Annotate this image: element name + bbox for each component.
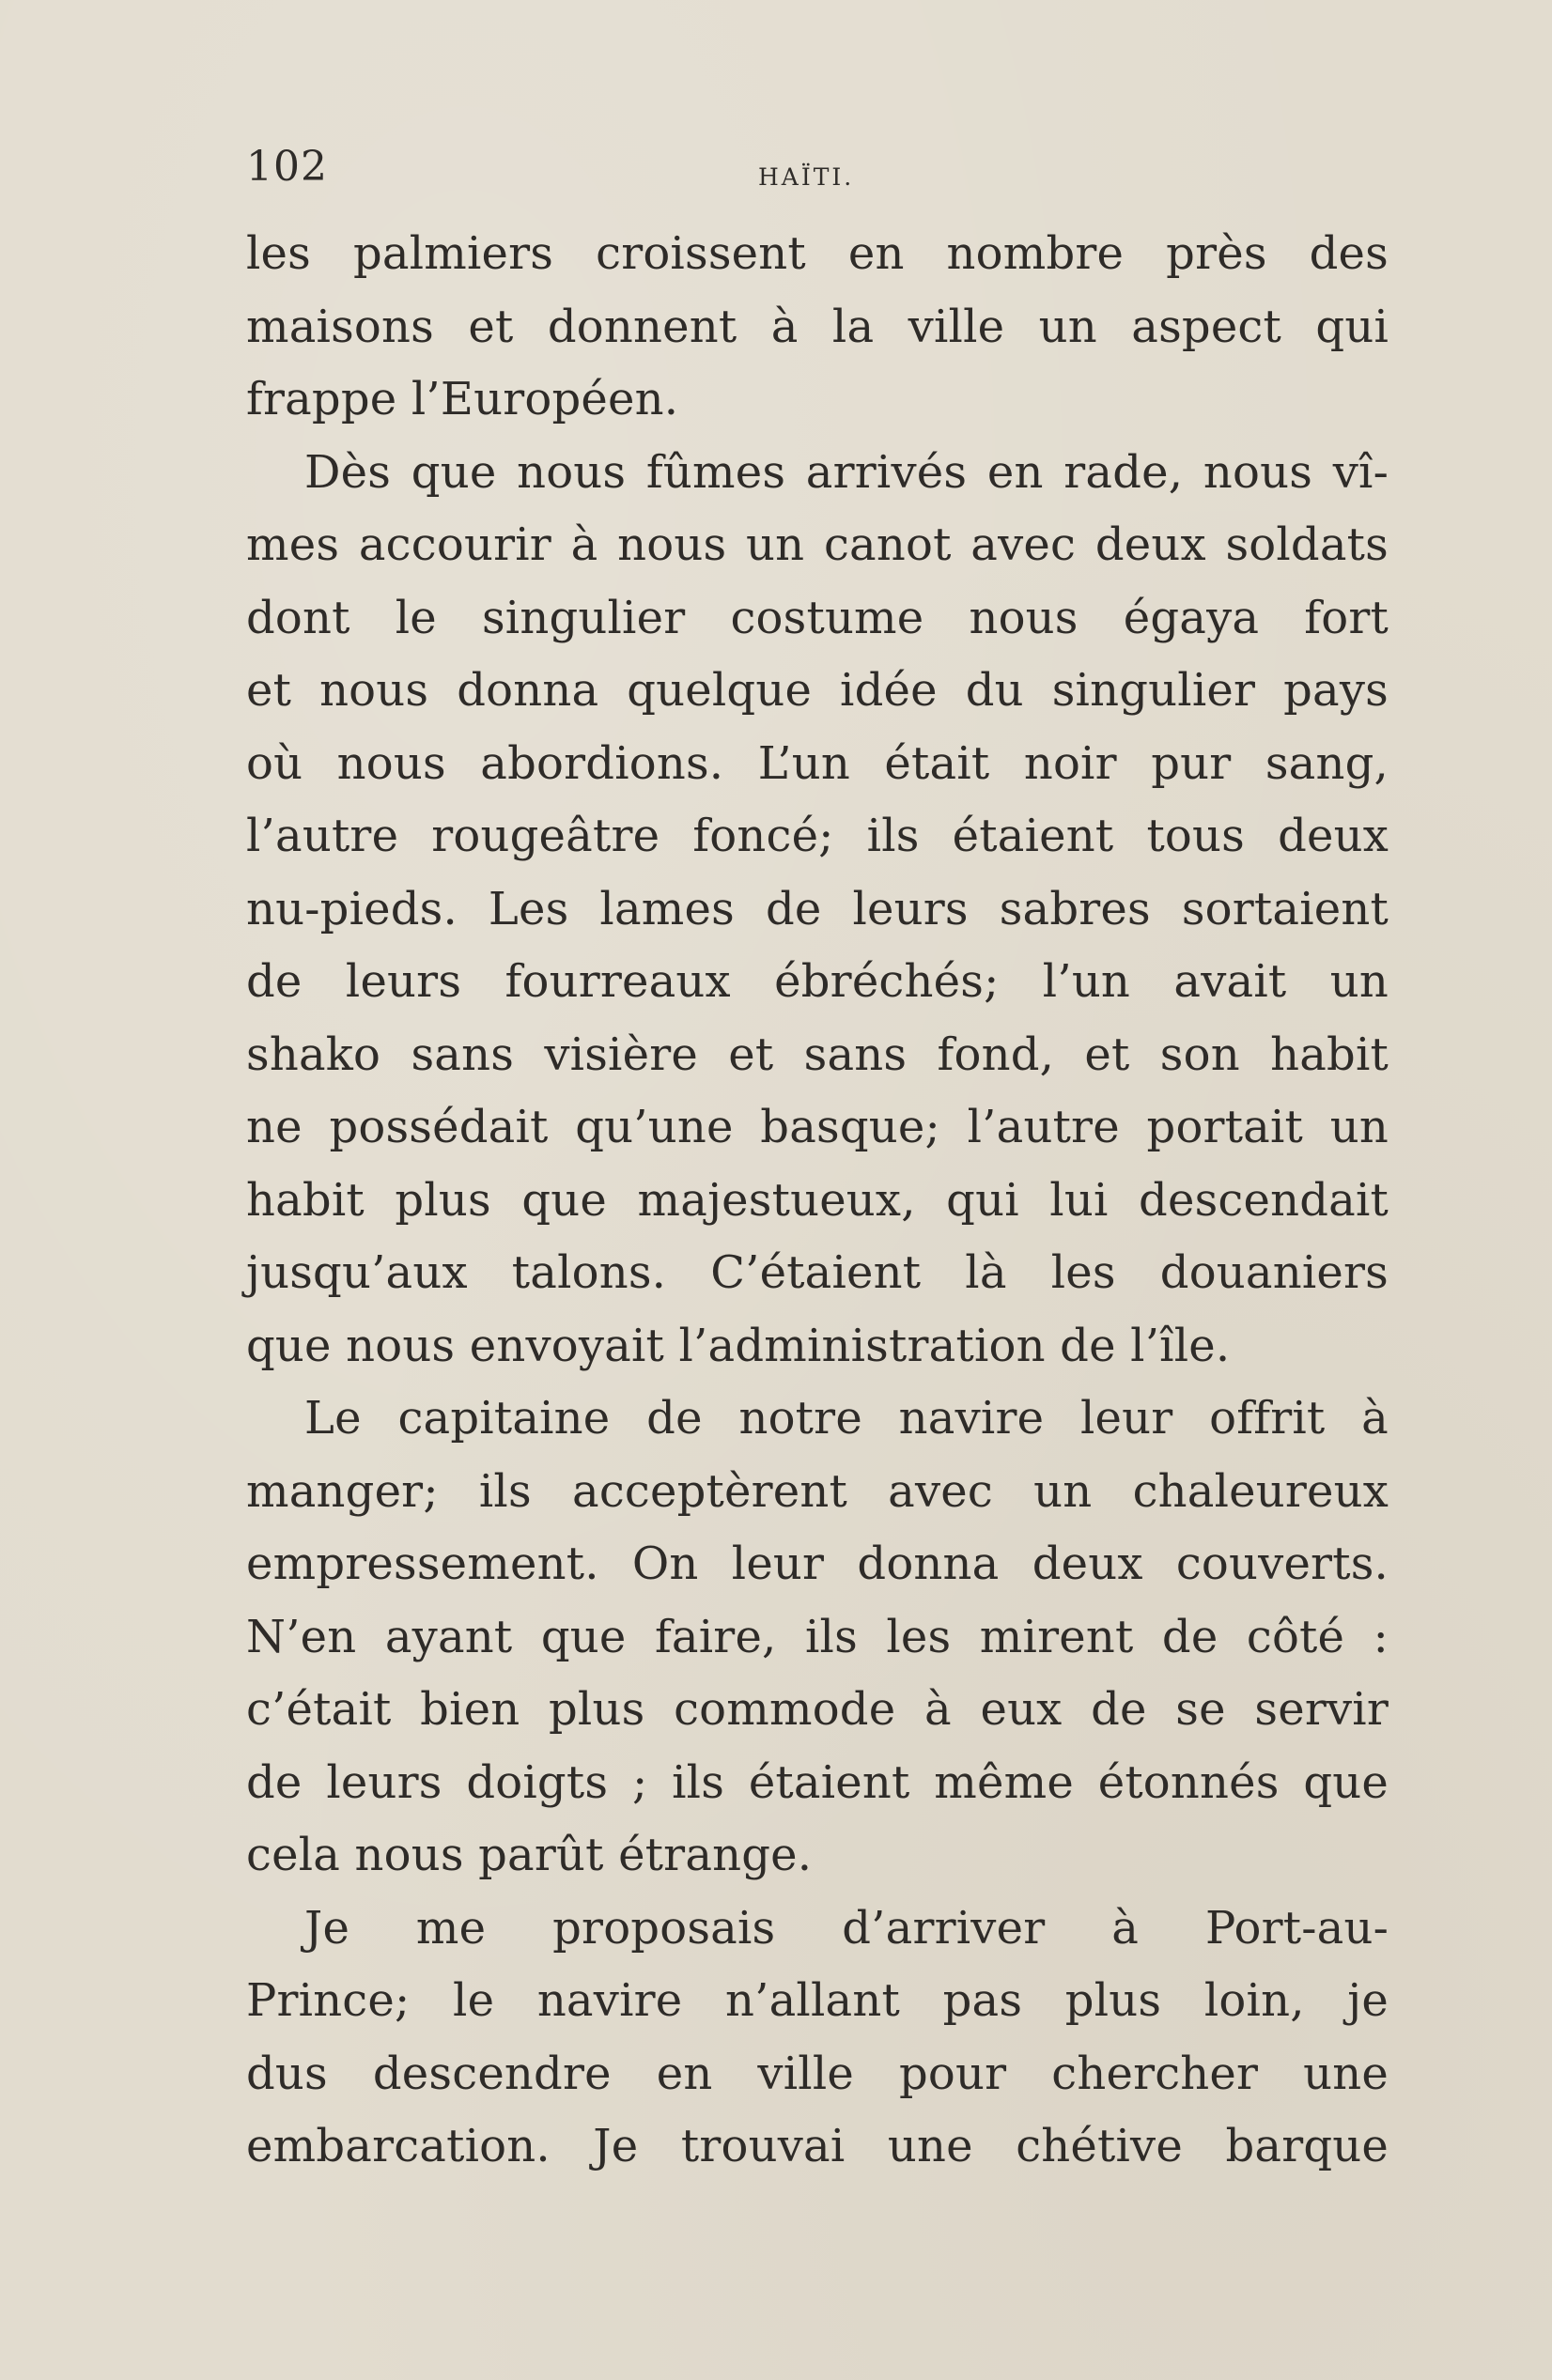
text-line: de leurs doigts ; ils étaient même étonnés que [246, 1755, 1389, 1809]
body-text [246, 218, 1389, 2184]
text-line: ne possédait qu’une basque; l’autre portait un [246, 1101, 1389, 1153]
text-line: dus descendre en ville pour chercher une [246, 2047, 1389, 2100]
text-line: l’autre rougeâtre foncé; ils étaient tous deux [246, 810, 1389, 862]
text-line: c’était bien plus commode à eux de se servir [246, 1683, 1389, 1736]
page-header [246, 143, 1389, 199]
text-line: Le capitaine de notre navire leur offrit à [304, 1392, 1389, 1445]
text-line: mes accourir à nous un canot avec deux soldats [246, 518, 1389, 571]
running-title: HAÏTI. [758, 163, 855, 191]
text-line: maisons et donnent à la ville un aspect qui [246, 300, 1389, 353]
text-line: jusqu’aux talons. C’étaient là les douaniers [246, 1246, 1389, 1299]
text-line: habit plus que majestueux, qui lui descendait [246, 1173, 1389, 1227]
text-line: les palmiers croissent en nombre près des [246, 227, 1389, 280]
text-line: de leurs fourreaux ébréchés; l’un avait un [246, 955, 1389, 1008]
text-line: Dès que nous fûmes arrivés en rade, nous vî- [304, 445, 1389, 499]
text-line: que nous envoyait l’administration de l’île. [246, 1319, 1231, 1372]
text-line: Prince; le navire n’allant pas plus loin, je [246, 1974, 1389, 2027]
text-line: dont le singulier costume nous égaya fort [246, 591, 1389, 644]
text-line: où nous abordions. L’un était noir pur sang, [246, 736, 1389, 790]
text-line: manger; ils acceptèrent avec un chaleureux [246, 1464, 1389, 1518]
text-line: embarcation. Je trouvai une chétive barque [246, 2120, 1389, 2172]
text-line: nu-pieds. Les lames de leurs sabres sortaient [246, 882, 1389, 935]
text-line: et nous donna quelque idée du singulier pays [246, 664, 1389, 717]
text-line: Je me proposais d’arriver à Port-au- [304, 1901, 1389, 1955]
text-line: empressement. On leur donna deux couverts. [246, 1538, 1389, 1590]
text-line: cela nous parût étrange. [246, 1829, 813, 1881]
text-line: shako sans visière et sans fond, et son habit [246, 1028, 1389, 1081]
text-line: frappe l’Européen. [246, 373, 679, 425]
page-number: 102 [246, 143, 328, 191]
text-line: N’en ayant que faire, ils les mirent de côté : [246, 1610, 1389, 1663]
